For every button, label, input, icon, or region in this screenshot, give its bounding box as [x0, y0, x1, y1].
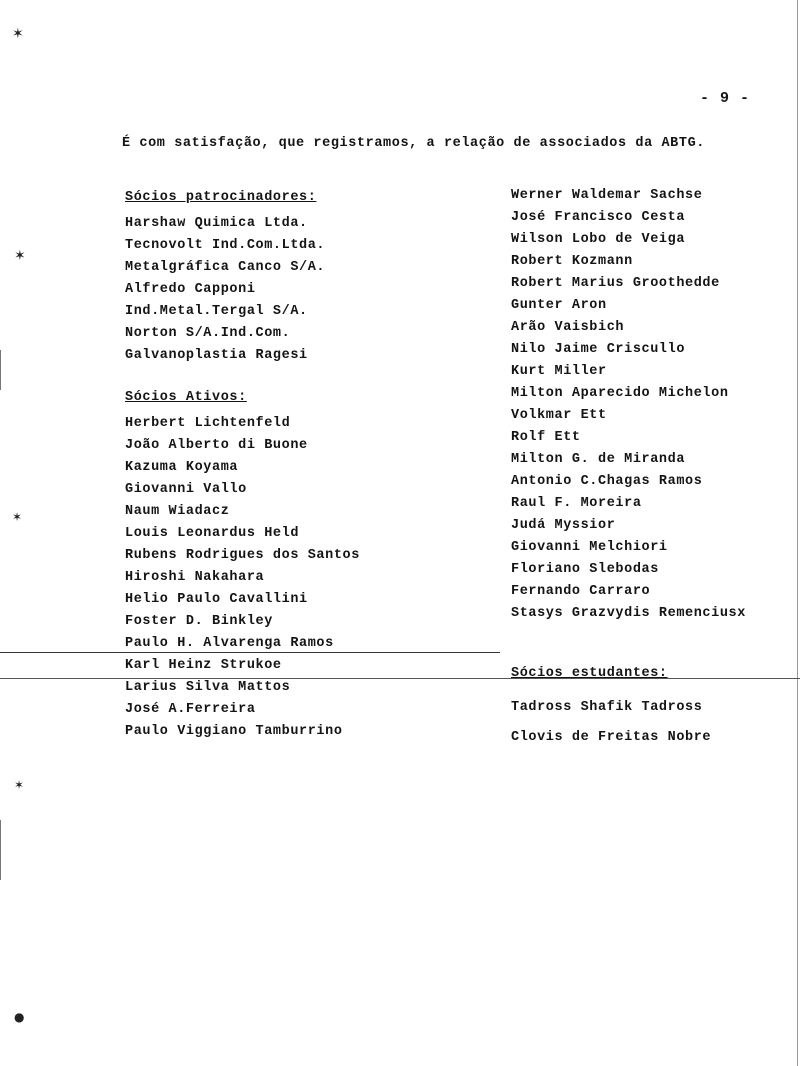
list-item: José Francisco Cesta [511, 210, 686, 225]
list-item: Ind.Metal.Tergal S/A. [125, 304, 308, 319]
list-item: Werner Waldemar Sachse [511, 188, 703, 203]
list-item: Norton S/A.Ind.Com. [125, 326, 291, 341]
list-item: Galvanoplastia Ragesi [125, 348, 308, 363]
scan-edge-line [0, 350, 1, 390]
list-item: Kazuma Koyama [125, 460, 239, 475]
intro-text: É com satisfação, que registramos, a relação de associados da ABTG. [122, 136, 705, 151]
list-item: Tecnovolt Ind.Com.Ltda. [125, 238, 326, 253]
list-item: Nilo Jaime Criscullo [511, 342, 686, 357]
scan-edge-line [0, 820, 1, 880]
list-item: João Alberto di Buone [125, 438, 308, 453]
list-item: Arão Vaisbich [511, 320, 625, 335]
heading-patrocinadores: Sócios patrocinadores: [125, 190, 317, 205]
scan-mark: ✶ [12, 510, 23, 524]
right-column [511, 185, 746, 753]
list-item: Larius Silva Mattos [125, 680, 291, 695]
list-item: Paulo Viggiano Tamburrino [125, 724, 343, 739]
scan-mark: ● [14, 1010, 25, 1024]
list-item: Harshaw Quimica Ltda. [125, 216, 308, 231]
list-item: Milton Aparecido Michelon [511, 386, 729, 401]
list-item: Naum Wiadacz [125, 504, 230, 519]
list-item: Paulo H. Alvarenga Ramos [125, 636, 334, 651]
scan-mark: ✶ [14, 778, 25, 792]
list-item: Wilson Lobo de Veiga [511, 232, 686, 247]
scan-mark: ✶ [14, 248, 26, 264]
list-item: Gunter Aron [511, 298, 607, 313]
list-item: Herbert Lichtenfeld [125, 416, 291, 431]
list-item: Giovanni Vallo [125, 482, 247, 497]
list-item: Hiroshi Nakahara [125, 570, 265, 585]
list-item: Helio Paulo Cavallini [125, 592, 308, 607]
list-item: Metalgráfica Canco S/A. [125, 260, 326, 275]
list-item: Milton G. de Miranda [511, 452, 686, 467]
scan-mark: ✶ [12, 26, 24, 42]
list-item: Kurt Miller [511, 364, 607, 379]
list-item: Rolf Ett [511, 430, 581, 445]
list-item: Judá Myssior [511, 518, 616, 533]
left-column [125, 187, 360, 743]
list-item: Floriano Slebodas [511, 562, 659, 577]
list-item: Rubens Rodrigues dos Santos [125, 548, 360, 563]
list-item: Louis Leonardus Held [125, 526, 300, 541]
list-item: Giovanni Melchiori [511, 540, 668, 555]
list-item: Fernando Carraro [511, 584, 651, 599]
page-number: - 9 - [700, 90, 751, 107]
list-item: Robert Kozmann [511, 254, 633, 269]
list-item: Antonio C.Chagas Ramos [511, 474, 703, 489]
list-item: Stasys Grazvydis Remenciusx [511, 606, 746, 621]
heading-estudantes: Sócios estudantes: [511, 666, 668, 681]
list-item: Alfredo Capponi [125, 282, 256, 297]
heading-ativos: Sócios Ativos: [125, 390, 247, 405]
list-item: Foster D. Binkley [125, 614, 273, 629]
list-item: José A.Ferreira [125, 702, 256, 717]
list-item: Tadross Shafik Tadross [511, 700, 703, 715]
list-item: Robert Marius Groothedde [511, 276, 720, 291]
scan-edge-line [797, 0, 798, 1066]
list-item: Karl Heinz Strukoe [125, 658, 282, 673]
list-item: Raul F. Moreira [511, 496, 642, 511]
list-item: Volkmar Ett [511, 408, 607, 423]
list-item: Clovis de Freitas Nobre [511, 730, 712, 745]
